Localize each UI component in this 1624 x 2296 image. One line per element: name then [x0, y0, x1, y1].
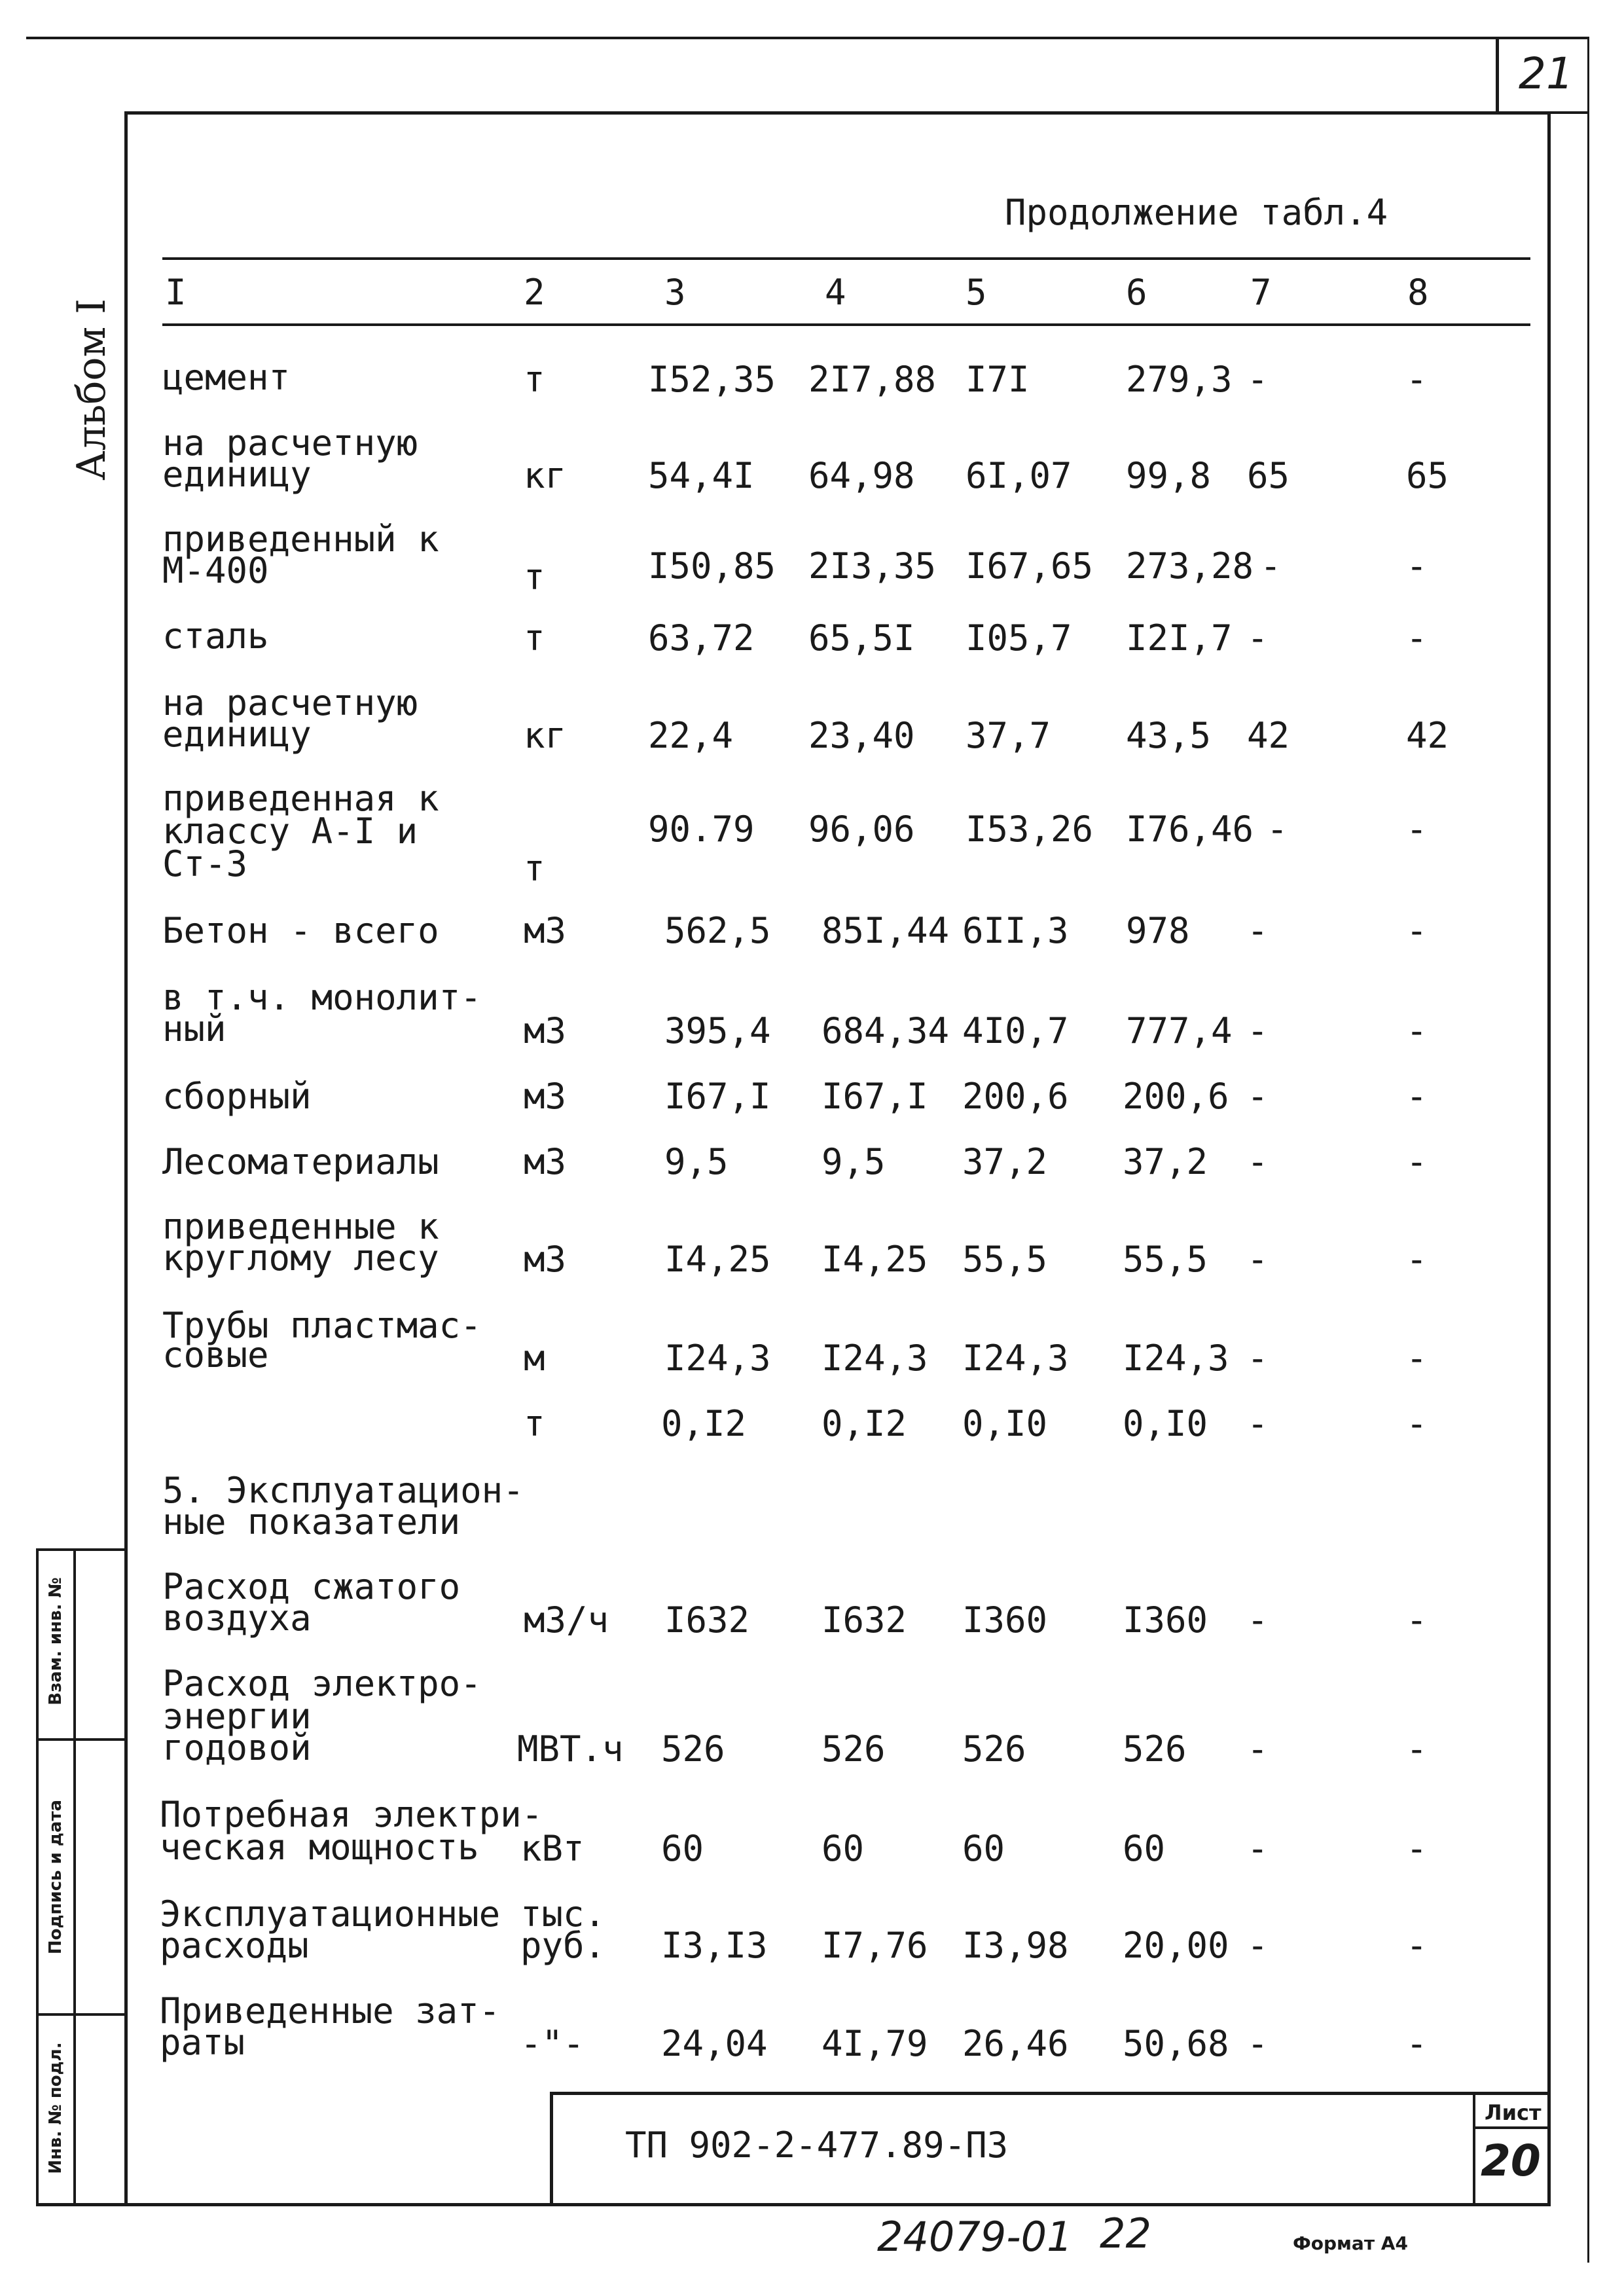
row-value: 2I7,88 — [808, 359, 937, 400]
title-block-top — [550, 2092, 1550, 2095]
row-value: I632 — [664, 1599, 750, 1641]
row-value: - — [1406, 1338, 1428, 1379]
table-header-top-rule — [162, 257, 1530, 260]
row-label: единицу — [162, 714, 312, 755]
row-label: на расчетную — [162, 682, 418, 723]
row-value: I24,3 — [962, 1338, 1069, 1379]
row-value: 26,46 — [962, 2023, 1069, 2064]
row-value: 42 — [1247, 715, 1290, 756]
format-label: Формат А4 — [1293, 2232, 1408, 2254]
row-label: Расход электро- — [162, 1663, 482, 1704]
row-value: - — [1247, 1599, 1269, 1641]
document-code: ТП 902-2-477.89-ПЗ — [625, 2124, 1009, 2166]
row-label: приведенная к — [162, 778, 439, 819]
row-label: совые — [162, 1334, 269, 1376]
row-value: I24,3 — [1123, 1338, 1229, 1379]
row-value: 37,7 — [965, 715, 1051, 756]
row-unit: тыс. — [520, 1893, 606, 1935]
row-value: I50,85 — [648, 545, 776, 587]
row-value: I7,76 — [821, 1925, 928, 1966]
row-value: 96,06 — [808, 809, 915, 850]
row-value: 9,5 — [821, 1141, 886, 1182]
row-value: 777,4 — [1126, 1010, 1233, 1051]
stamp-label-inv-original: Инв. № подл. — [46, 2042, 65, 2174]
row-value: 978 — [1126, 910, 1190, 951]
row-value: - — [1247, 1338, 1269, 1379]
row-value: I360 — [1123, 1599, 1208, 1641]
row-value: I4,25 — [664, 1239, 771, 1280]
row-value: I24,3 — [821, 1338, 928, 1379]
handwritten-number: 24079-01 — [877, 2213, 1073, 2261]
row-value: 63,72 — [648, 617, 755, 659]
row-value: - — [1406, 910, 1428, 951]
handwritten-page: 22 — [1100, 2210, 1151, 2257]
row-unit: т — [524, 617, 545, 659]
row-label: ческая мощность — [160, 1827, 479, 1868]
row-value: - — [1247, 910, 1269, 951]
row-value: I360 — [962, 1599, 1048, 1641]
row-value: 64,98 — [808, 455, 915, 496]
row-value: 50,68 — [1123, 2023, 1229, 2064]
row-label: Лесоматериалы — [162, 1141, 439, 1182]
top-rule — [26, 37, 1588, 39]
table-header-bottom-rule — [162, 323, 1530, 326]
frame-bottom — [36, 2203, 1551, 2206]
row-label: сталь — [162, 615, 269, 657]
row-value: - — [1406, 1828, 1428, 1869]
row-value: - — [1247, 1076, 1269, 1117]
row-value: - — [1406, 1239, 1428, 1280]
stamp-label-signature-date: Подпись и дата — [46, 1799, 65, 1955]
row-unit: кВт — [520, 1828, 585, 1869]
row-value: 0,I2 — [661, 1403, 747, 1444]
row-label: на расчетную — [162, 422, 418, 464]
row-value: 60 — [661, 1828, 704, 1869]
row-value: - — [1260, 545, 1282, 587]
row-value: 23,40 — [808, 715, 915, 756]
row-value: - — [1247, 1925, 1269, 1966]
row-value: I24,3 — [664, 1338, 771, 1379]
row-value: 37,2 — [1123, 1141, 1208, 1182]
row-unit: т — [524, 359, 545, 400]
row-value: 0,I2 — [821, 1403, 907, 1444]
row-value: I76,46 — [1126, 809, 1254, 850]
row-value: - — [1247, 1728, 1269, 1770]
row-value: 9,5 — [664, 1141, 729, 1182]
row-value: - — [1406, 809, 1428, 850]
row-value: 65 — [1247, 455, 1290, 496]
row-value: 22,4 — [648, 715, 734, 756]
row-label: расходы — [160, 1925, 309, 1966]
row-label: раты — [160, 2022, 245, 2063]
row-value: - — [1406, 1403, 1428, 1444]
page-number-box-left — [1496, 37, 1499, 114]
row-value: - — [1406, 1076, 1428, 1117]
row-value: 279,3 — [1126, 359, 1233, 400]
col-header-1: I — [165, 272, 187, 313]
row-value: 526 — [1123, 1728, 1187, 1770]
row-value: 37,2 — [962, 1141, 1048, 1182]
row-value: - — [1247, 2023, 1269, 2064]
row-value: - — [1406, 1010, 1428, 1051]
row-label: Бетон - всего — [162, 910, 439, 951]
row-unit: м3 — [524, 910, 567, 951]
row-value: I05,7 — [965, 617, 1072, 659]
row-value: 42 — [1406, 715, 1449, 756]
row-value: - — [1406, 2023, 1428, 2064]
row-value: - — [1406, 359, 1428, 400]
row-value: I67,I — [821, 1076, 928, 1117]
row-value: - — [1406, 1141, 1428, 1182]
row-unit: т — [524, 848, 545, 889]
row-unit: м3 — [524, 1076, 567, 1117]
section-heading: 5. Эксплуатацион- — [162, 1470, 524, 1511]
sheet-box-divider — [1473, 2126, 1550, 2129]
row-value: - — [1406, 1925, 1428, 1966]
row-value: 55,5 — [1123, 1239, 1208, 1280]
continuation-title: Продолжение табл.4 — [1005, 192, 1388, 233]
album-label: Альбом I — [69, 299, 115, 481]
row-value: I2I,7 — [1126, 617, 1233, 659]
sheet-label: Лист — [1485, 2100, 1542, 2125]
row-unit: м3 — [524, 1010, 567, 1051]
row-value: - — [1406, 1728, 1428, 1770]
frame-left — [124, 111, 128, 2206]
row-label: воздуха — [162, 1597, 312, 1639]
row-value: - — [1247, 359, 1269, 400]
sheet-number: 20 — [1481, 2136, 1541, 2186]
row-value: 55,5 — [962, 1239, 1048, 1280]
row-value: 6I,07 — [965, 455, 1072, 496]
row-value: 65,5I — [808, 617, 915, 659]
row-value: 65 — [1406, 455, 1449, 496]
title-block-left — [550, 2092, 553, 2206]
row-label: классу А-I и — [162, 811, 418, 852]
stamp-strip-divider — [36, 1738, 128, 1741]
row-value: 85I,44 — [821, 910, 950, 951]
col-header-2: 2 — [524, 272, 545, 313]
row-label: приведенные к — [162, 1206, 439, 1247]
row-value: I632 — [821, 1599, 907, 1641]
row-value: 54,4I — [648, 455, 755, 496]
row-value: I3,98 — [962, 1925, 1069, 1966]
stamp-strip-left — [36, 1548, 39, 2206]
row-label: в т.ч. монолит- — [162, 977, 482, 1018]
col-header-4: 4 — [825, 272, 846, 313]
row-value: 0,I0 — [962, 1403, 1048, 1444]
row-value: I3,I3 — [661, 1925, 768, 1966]
row-unit: МВТ.ч — [517, 1728, 624, 1770]
row-label: цемент — [162, 357, 291, 398]
row-value: - — [1247, 1239, 1269, 1280]
row-value: - — [1406, 617, 1428, 659]
right-edge-line — [1587, 37, 1589, 2263]
stamp-label-replace-inv: Взам. инв. № — [46, 1577, 65, 1705]
row-value: 20,00 — [1123, 1925, 1229, 1966]
row-value: 200,6 — [1123, 1076, 1229, 1117]
row-value: 562,5 — [664, 910, 771, 951]
row-value: 395,4 — [664, 1010, 771, 1051]
row-value: I4,25 — [821, 1239, 928, 1280]
row-unit: т — [524, 556, 545, 598]
section-heading: ные показатели — [162, 1501, 461, 1542]
frame-top — [124, 111, 1550, 115]
row-unit: м3 — [524, 1141, 567, 1182]
row-label: Эксплуатационные — [160, 1893, 501, 1935]
row-label: Потребная электри- — [160, 1794, 543, 1835]
page-number-top: 21 — [1519, 48, 1574, 99]
row-label: годовой — [162, 1727, 312, 1768]
row-value: 90.79 — [648, 809, 755, 850]
row-label: М-400 — [162, 550, 269, 591]
row-value: - — [1247, 1141, 1269, 1182]
row-unit: руб. — [520, 1925, 606, 1966]
col-header-7: 7 — [1250, 272, 1272, 313]
row-unit: м — [524, 1338, 545, 1379]
row-value: I67,I — [664, 1076, 771, 1117]
row-value: 99,8 — [1126, 455, 1212, 496]
row-value: 526 — [821, 1728, 886, 1770]
row-value: I67,65 — [965, 545, 1094, 587]
row-value: 0,I0 — [1123, 1403, 1208, 1444]
sheet-box-left — [1473, 2092, 1475, 2206]
row-value: 60 — [1123, 1828, 1166, 1869]
row-label: энергии — [162, 1696, 312, 1737]
stamp-strip-inner — [73, 1548, 76, 2206]
row-label: единицу — [162, 454, 312, 495]
frame-right — [1547, 111, 1551, 2206]
row-unit: кг — [524, 455, 567, 496]
row-value: I53,26 — [965, 809, 1094, 850]
col-header-6: 6 — [1126, 272, 1147, 313]
row-value: 4I0,7 — [962, 1010, 1069, 1051]
row-value: 526 — [962, 1728, 1026, 1770]
row-value: 24,04 — [661, 2023, 768, 2064]
row-value: 684,34 — [821, 1010, 950, 1051]
row-label: Расход сжатого — [162, 1566, 461, 1607]
row-value: I52,35 — [648, 359, 776, 400]
row-value: 273,28 — [1126, 545, 1254, 587]
row-label: ный — [162, 1008, 226, 1049]
row-value: - — [1247, 617, 1269, 659]
row-label: Трубы пластмас- — [162, 1305, 482, 1346]
row-unit: м3/ч — [524, 1599, 609, 1641]
row-value: 4I,79 — [821, 2023, 928, 2064]
row-value: 60 — [962, 1828, 1005, 1869]
row-unit: т — [524, 1403, 545, 1444]
row-label: приведенный к — [162, 519, 439, 560]
row-value: - — [1247, 1010, 1269, 1051]
row-value: 526 — [661, 1728, 725, 1770]
row-unit: м3 — [524, 1239, 567, 1280]
row-label: сборный — [162, 1076, 312, 1117]
row-value: 60 — [821, 1828, 865, 1869]
row-label: круглому лесу — [162, 1237, 439, 1279]
row-label: Приведенные зат- — [160, 1990, 501, 2032]
row-value: - — [1267, 809, 1288, 850]
row-unit: -"- — [520, 2023, 585, 2064]
row-value: - — [1406, 545, 1428, 587]
row-unit: кг — [524, 715, 567, 756]
row-value: 2I3,35 — [808, 545, 937, 587]
row-label: Ст-3 — [162, 843, 248, 884]
row-value: - — [1247, 1403, 1269, 1444]
row-value: - — [1247, 1828, 1269, 1869]
col-header-5: 5 — [965, 272, 987, 313]
row-value: - — [1406, 1599, 1428, 1641]
col-header-8: 8 — [1407, 272, 1429, 313]
row-value: 6II,3 — [962, 910, 1069, 951]
row-value: 43,5 — [1126, 715, 1212, 756]
row-value: I7I — [965, 359, 1030, 400]
col-header-3: 3 — [664, 272, 686, 313]
row-value: 200,6 — [962, 1076, 1069, 1117]
